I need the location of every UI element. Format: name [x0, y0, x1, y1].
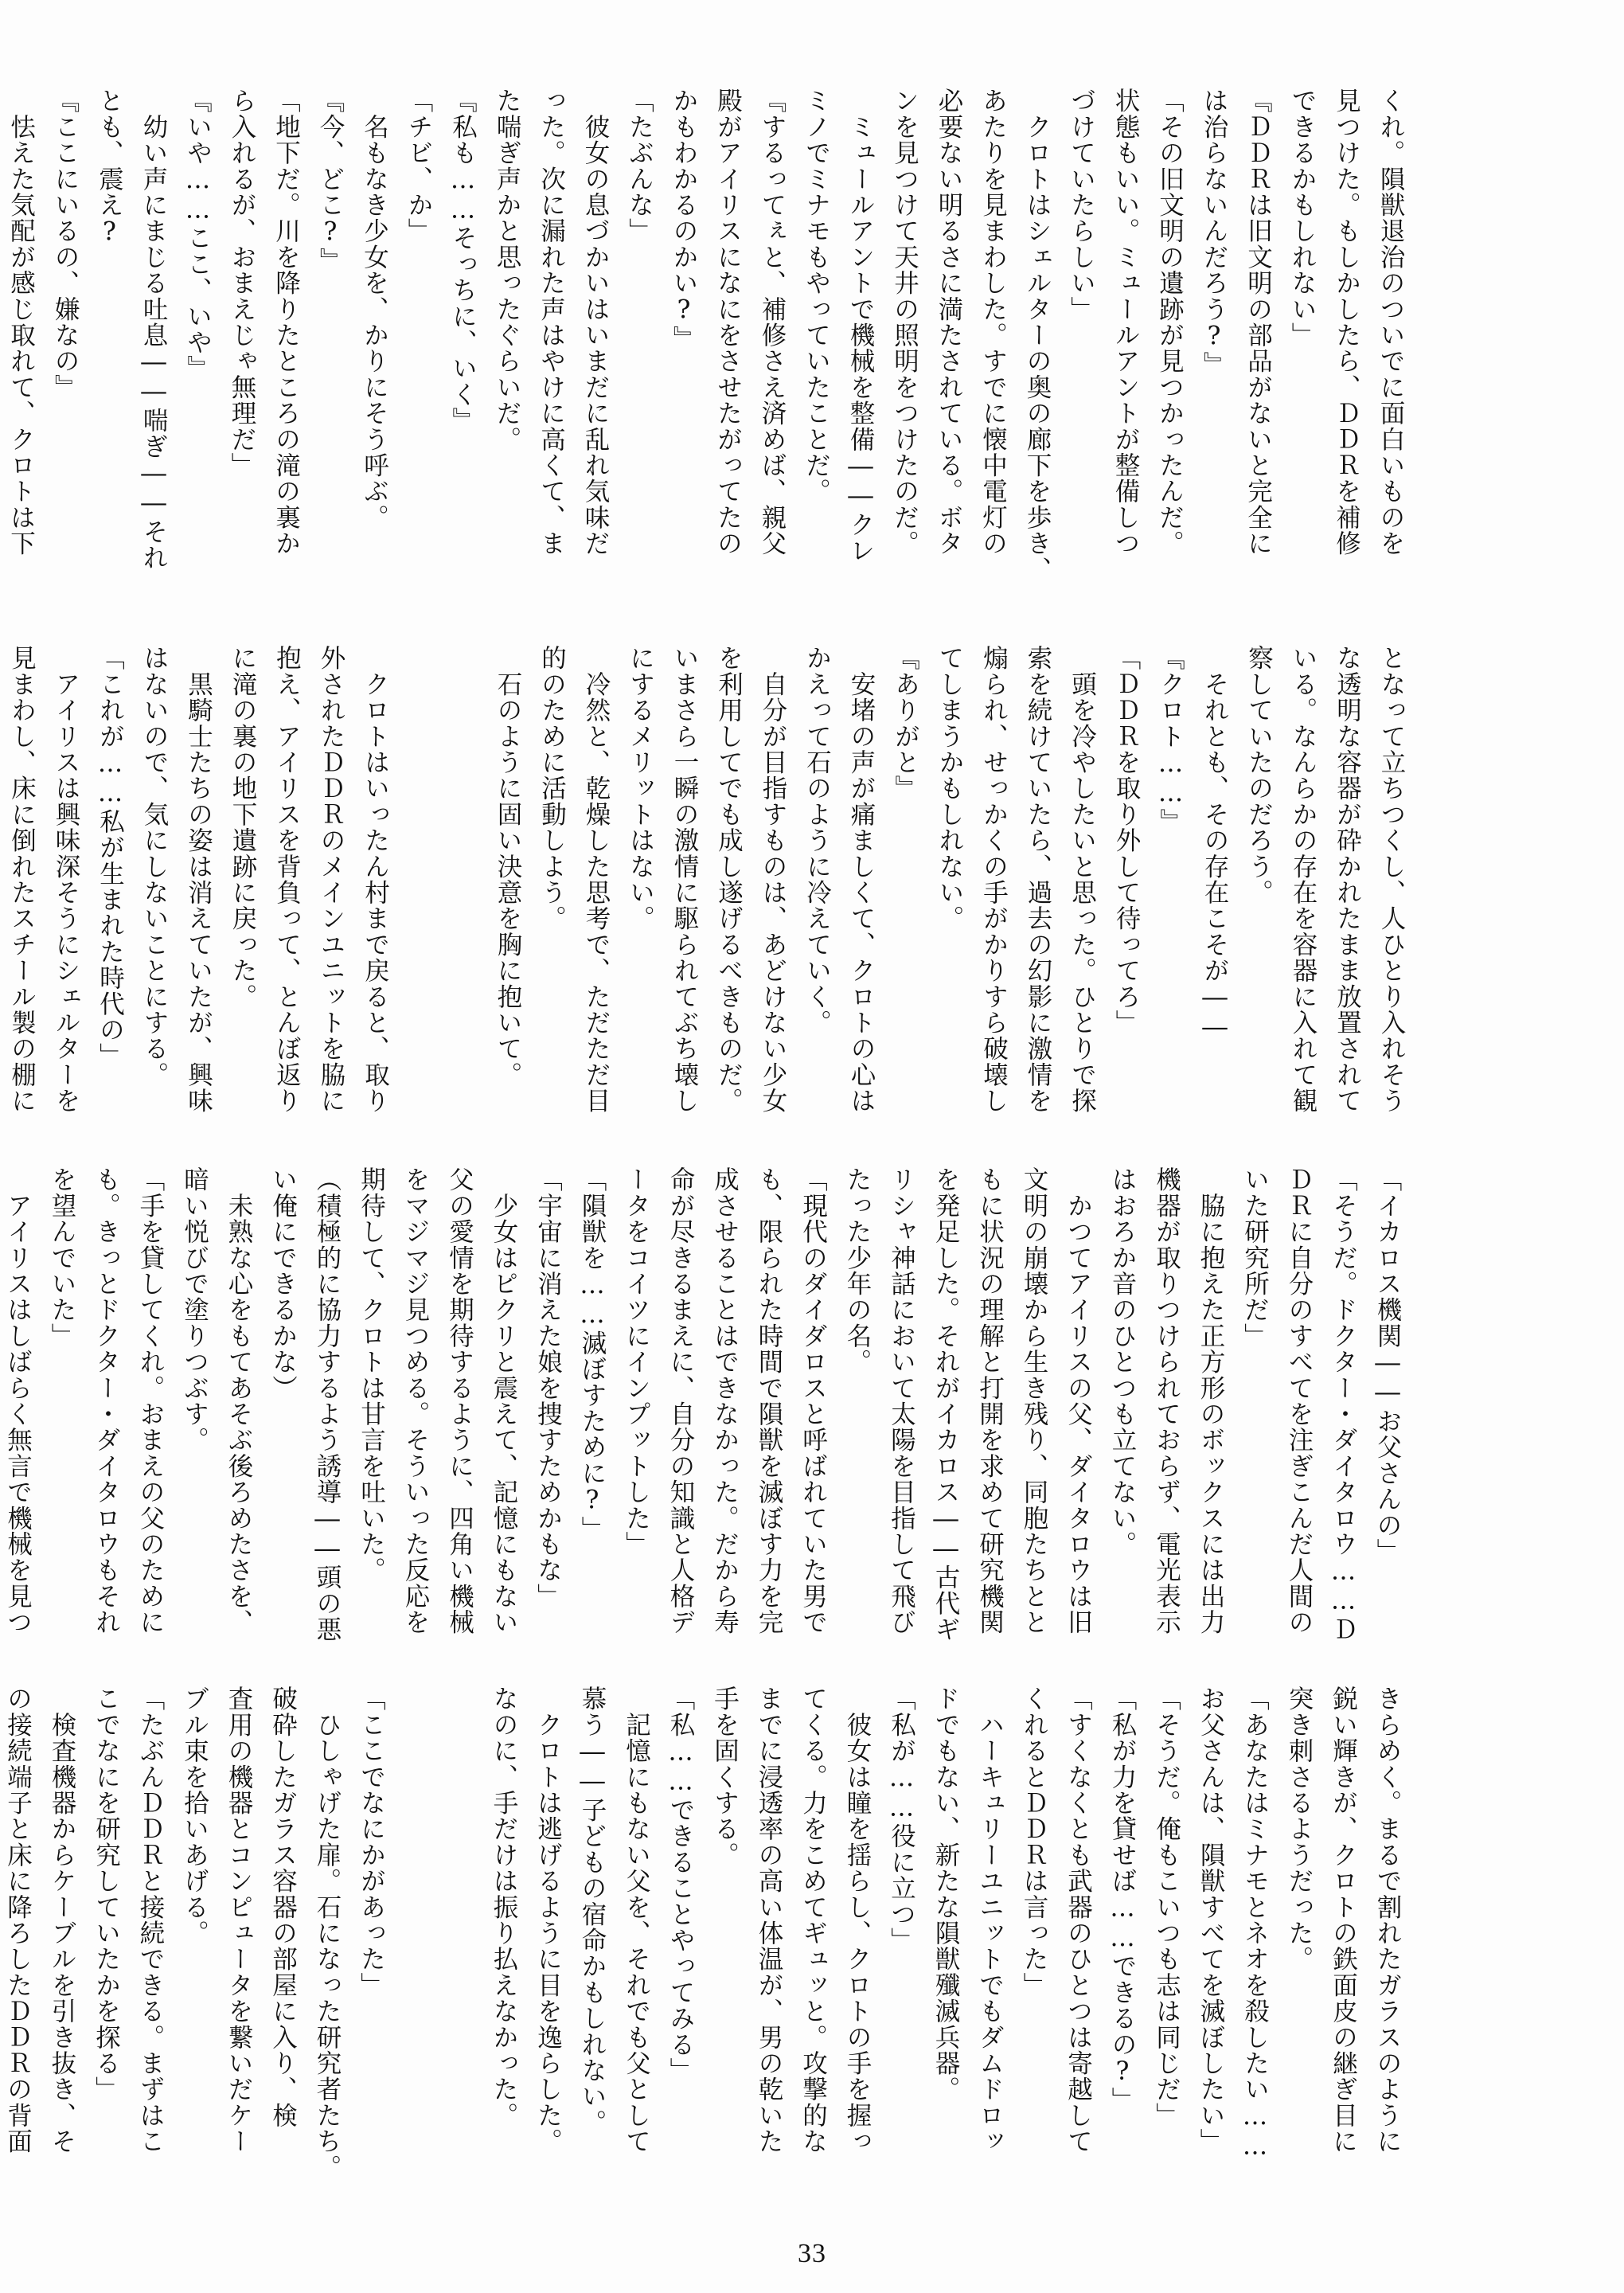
text-line: きらめく。まるで割れたガラスのように	[1373, 1686, 1402, 2154]
text-line: いた研究所だ」	[1240, 1166, 1270, 1349]
text-line: 記憶にもない父を、それでも父として	[622, 1686, 651, 2154]
text-line: な透明な容器が砕かれたまま放置されて	[1333, 645, 1362, 1114]
text-line: アイリスはしばらく無言で機械を見つ	[3, 1166, 33, 1635]
text-line: ドでもない、新たな隕獣殲滅兵器。	[931, 1686, 960, 2103]
text-line: 『私も……そっちに、いく』	[448, 88, 478, 434]
text-line: 冷然と、乾燥した思考で、ただただ目	[582, 645, 611, 1114]
text-line: ミュールアントで機械を整備――クレ	[846, 88, 875, 564]
text-line: 脇に抱えた正方形のボックスには出力	[1197, 1166, 1225, 1635]
text-line: とも、震え?	[95, 88, 124, 248]
text-line: 「すくなくとも武器のひとつは寄越して	[1064, 1686, 1093, 2154]
text-line: 未熟な心をもてあそぶ後ろめたさを、	[224, 1166, 253, 1635]
text-line: 幼い声にまじる吐息――喘ぎ――それ	[139, 88, 168, 571]
text-line: 突き刺さるようだった。	[1285, 1686, 1314, 1972]
text-line: 期待して、クロトは甘言を吐いた。	[357, 1166, 386, 1584]
text-line: 「手を貸してくれ。おまえの父のために	[136, 1166, 165, 1635]
text-line: 殿がアイリスになにをさせたがってたの	[713, 88, 743, 557]
text-line: くれるとＤＤＲは言った」	[1020, 1686, 1048, 1998]
text-line: 破砕したガラス容器の部屋に入り、検	[268, 1686, 298, 2128]
text-line: 的のために活動しよう。	[537, 645, 567, 932]
text-line: 石のように固い決意を胸に抱いて。	[494, 645, 522, 1088]
text-line: 頭を冷やしたいと思った。ひとりで探	[1068, 645, 1097, 1114]
text-line	[441, 645, 486, 1139]
text-line: 機器が取りつけられておらず、電光表示	[1152, 1166, 1181, 1635]
text-line: 「たぶんな」	[625, 88, 654, 244]
text-line: 安堵の声が痛ましくて、クロトの心は	[847, 645, 876, 1114]
text-line: となって立ちつくし、人ひとり入れそう	[1377, 645, 1406, 1114]
text-line: 「地下だ。川を降りたところの滝の裏か	[271, 88, 301, 557]
text-line: はないので、気にしないことにする。	[140, 645, 169, 1088]
text-line: 彼女の息づかいはいまだに乱れ気味だ	[581, 88, 610, 557]
text-line: 索を続けていたら、過去の幻影に激情を	[1024, 645, 1052, 1114]
text-line: を望んでいた」	[48, 1166, 76, 1349]
text-line: 「現代のダイダロスと呼ばれていた男で	[798, 1166, 828, 1635]
text-line: 煽られ、せっかくの手がかりすら破壊し	[979, 645, 1009, 1114]
text-line: なのに、手だけは振り払えなかった。	[490, 1686, 518, 2128]
text-line: くれ。隕獣退治のついでに面白いものを	[1376, 88, 1405, 557]
text-line: それとも、その存在こそが――	[1200, 645, 1229, 1043]
text-line: までに浸透率の高い体温が、男の乾いた	[755, 1686, 783, 2154]
text-line: の接続端子と床に降ろしたＤＤＲの背面	[3, 1686, 33, 2154]
text-line: 文明の崩壊から生き残り、同胞たちとと	[1020, 1166, 1048, 1635]
text-line: 見まわし、床に倒れたスチール製の棚に	[7, 645, 37, 1114]
text-line: リシャ神話において太陽を目指して飛び	[887, 1166, 916, 1635]
text-line: （積極的に協力するよう誘導――頭の悪	[313, 1166, 342, 1643]
text-line: 「イカロス機関――お父さんの」	[1373, 1166, 1402, 1564]
text-line	[437, 1686, 482, 2179]
text-line: 黒騎士たちの姿は消えていたが、興味	[184, 645, 213, 1114]
text-line: 『今、どこ?』	[316, 88, 345, 274]
text-block-3	[3, 1166, 1409, 1660]
text-block-2	[7, 645, 1413, 1139]
text-line: 外されたＤＤＲのメインユニットを脇に	[317, 645, 345, 1114]
text-line: 「たぶんＤＤＲと接続できる。まずはこ	[136, 1686, 165, 2154]
text-line: てしまうかもしれない。	[935, 645, 964, 932]
text-line: クロトはシェルターの奥の廊下を歩き、	[1023, 88, 1052, 583]
text-line: ンを見つけて天井の照明をつけたのだ。	[890, 88, 919, 557]
text-line: 暗い悦びで塗りつぶす。	[180, 1166, 209, 1453]
text-line	[393, 1686, 438, 2179]
text-block-1	[6, 88, 1412, 583]
text-block-4	[3, 1686, 1409, 2181]
text-line: かもわかるのかい?』	[670, 88, 698, 352]
text-line: ハーキュリーユニットでもダムドロッ	[975, 1686, 1005, 2154]
text-line: 見つけた。もしかしたら、ＤＤＲを補修	[1332, 88, 1361, 557]
text-line: もに状況の理解と打開を求めて研究機関	[975, 1166, 1005, 1635]
text-line: った。次に漏れた声はやけに高くて、ま	[537, 88, 566, 557]
text-line: はおろか音のひとつも立てない。	[1108, 1166, 1137, 1557]
text-line: 察していたのだろう。	[1244, 645, 1274, 905]
text-line: ひしゃげた扉。石になった研究者たち。	[313, 1686, 342, 2181]
text-line: かつてアイリスの父、ダイタロウは旧	[1064, 1166, 1093, 1635]
text-line: 少女はピクリと震えて、記憶にもない	[490, 1166, 518, 1635]
text-line: 「私が力を貸せば……できるの?」	[1108, 1686, 1137, 2113]
text-line: 彼女は瞳を揺らし、クロトの手を握っ	[843, 1686, 872, 2154]
text-line: 名もなき少女を、かりにそう呼ぶ。	[360, 88, 389, 530]
text-line: アイリスは興味深そうにシェルターを	[52, 645, 80, 1114]
text-line: 『ここにいるの、嫌なの』	[51, 88, 80, 400]
text-line: 鋭い輝きが、クロトの鉄面皮の継ぎ目に	[1329, 1686, 1358, 2154]
text-line: ブル束を拾いあげる。	[180, 1686, 209, 1946]
text-line: 「あなたはミナモとネオを殺したい……	[1240, 1686, 1270, 2162]
text-line: 命が尽きるまえに、自分の知識と人格デ	[666, 1166, 695, 1635]
text-line: 「そうだ。俺もこいつも志は同じだ」	[1152, 1686, 1181, 2128]
text-line: かえって石のように冷えていく。	[802, 645, 832, 1036]
text-line: づけていたらしい」	[1067, 88, 1096, 322]
text-line: 検査機器からケーブルを引き抜き、そ	[48, 1686, 76, 2154]
text-line: 「その旧文明の遺跡が見つかったんだ。	[1155, 88, 1185, 557]
text-line: たった少年の名。	[843, 1166, 872, 1375]
text-line: た喘ぎ声かと思ったぐらいだ。	[493, 88, 521, 452]
text-line: いる。なんらかの存在を容器に入れて観	[1289, 645, 1318, 1114]
text-line: お父さんは、隕獣すべてを滅ぼしたい」	[1197, 1686, 1225, 2154]
text-line: あたりを見まわした。すでに懐中電灯の	[978, 88, 1008, 557]
text-line: ら入れるが、おまえじゃ無理だ」	[228, 88, 256, 479]
text-line: できるかもしれない」	[1288, 88, 1317, 348]
text-line: も、限られた時間で隕獣を滅ぼす力を完	[755, 1166, 783, 1635]
text-line: 「ＤＤＲを取り外して待ってろ」	[1112, 645, 1141, 1036]
text-line: ＤＲに自分のすべてを注ぎこんだ人間の	[1285, 1166, 1314, 1635]
text-line: ミノでミナモもやっていたことだ。	[802, 88, 831, 505]
text-line: は治らないんだろう?』	[1200, 88, 1228, 378]
text-line: 父の愛情を期待するように、四角い機械	[445, 1166, 474, 1635]
text-line: 『いや……ここ、いや』	[183, 88, 213, 381]
text-line: 「ここでなにかがあった」	[357, 1686, 386, 1998]
text-line: てくる。力をこめてギュッと。攻撃的な	[798, 1686, 828, 2154]
text-line: をマジマジ見つめる。そういった反応を	[401, 1166, 430, 1635]
text-line: 「これが……私が生まれた時代の」	[96, 645, 125, 1069]
page-number: 33	[798, 2239, 826, 2268]
text-line: こでなにを研究していたかを探る」	[92, 1686, 121, 2103]
text-line: 必要ない明るさに満たされている。ボタ	[935, 88, 963, 557]
text-line: 慕う――子どもの宿命かもしれない。	[578, 1686, 607, 2135]
text-line: 「私が……役に立つ」	[887, 1686, 916, 1953]
text-line: い俺にできるかな）	[268, 1166, 298, 1401]
text-line: 「宇宙に消えた娘を捜すためかもな」	[533, 1166, 563, 1609]
text-line: に滝の裏の地下遺跡に戻った。	[228, 645, 257, 1010]
text-line: 怯えた気配が感じ取れて、クロトは下	[6, 88, 36, 557]
text-line: 成させることはできなかった。だから寿	[710, 1166, 740, 1635]
text-line: 自分が目指すものは、あどけない少女	[759, 645, 787, 1114]
text-line: 『するってぇと、補修さえ済めば、親父	[758, 88, 787, 557]
text-line: いまさら一瞬の激情に駆られてぶち壊し	[670, 645, 699, 1114]
text-line: 『ありがと』	[891, 645, 920, 802]
text-line: 状態もいい。ミュールアントが整備しつ	[1111, 88, 1140, 557]
text-line: 抱え、アイリスを背負って、とんぼ返り	[272, 645, 302, 1114]
text-line: 「チビ、か」	[404, 88, 433, 244]
text-line: も。きっとドクター・ダイタロウもそれ	[92, 1166, 121, 1635]
text-line: 「私……できることやってみる」	[666, 1686, 695, 2084]
text-line: ータをコイツにインプットした」	[622, 1166, 651, 1557]
text-line: にするメリットはない。	[626, 645, 655, 932]
text-line: 査用の機器とコンピュータを繋いだケー	[224, 1686, 253, 2154]
text-line: クロトはいったん村まで戻ると、取り	[361, 645, 390, 1114]
text-line: 手を固くする。	[710, 1686, 740, 1868]
text-line: を利用してでも成し遂げるべきものだ。	[714, 645, 744, 1114]
text-line: 「そうだ。ドクター・ダイタロウ……Ｄ	[1329, 1166, 1358, 1643]
text-line: クロトは逃げるように目を逸らした。	[533, 1686, 563, 2154]
text-line: を発足した。それがイカロス――古代ギ	[931, 1166, 960, 1643]
text-line: 「隕獣を……滅ぼすために?」	[578, 1166, 607, 1542]
text-line	[397, 645, 442, 1139]
text-line: 『ＤＤＲは旧文明の部品がないと完全に	[1243, 88, 1273, 557]
text-line: 『クロト……』	[1156, 645, 1185, 834]
